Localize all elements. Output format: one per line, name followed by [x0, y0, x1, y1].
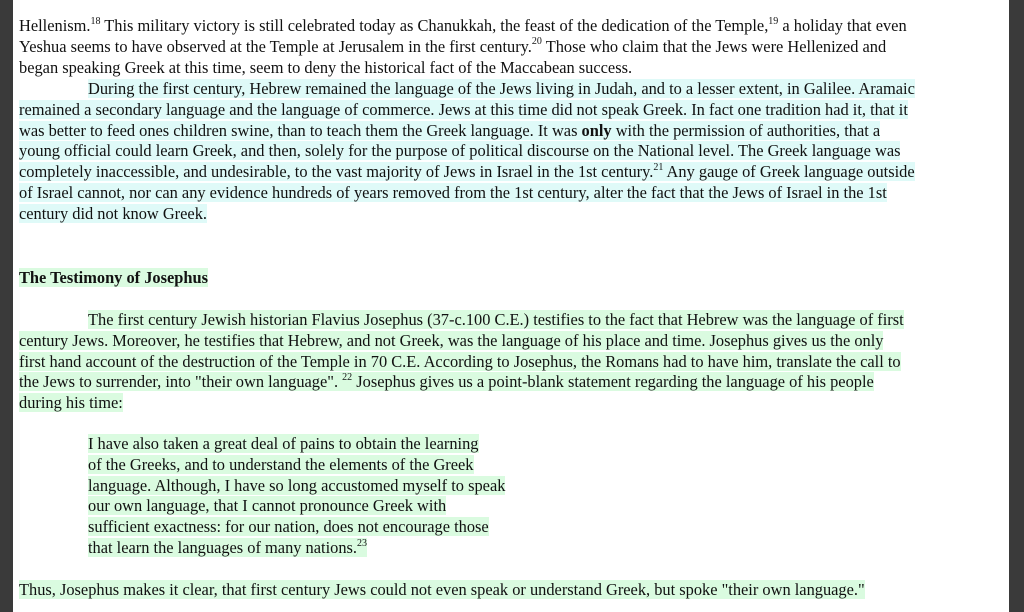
text-line [19, 393, 1005, 414]
highlighted-text: of Israel cannot, nor can any evidence hundreds of years removed from the 1st century, alter the fact that the Jews of Israel in the 1st [19, 182, 887, 202]
footnote-ref-23[interactable]: 23 [357, 537, 367, 549]
highlighted-text: century Jews. Moreover, he testifies that Hebrew, and not Greek, was the language of his place and time. Josephus gives us the only [19, 330, 884, 350]
highlighted-text: language. Although, I have so long accustomed myself to speak [88, 475, 506, 495]
highlighted-text [19, 372, 874, 391]
text-span: Yeshua seems to have observed at the Temple at Jerusalem in the first century. [19, 36, 532, 56]
highlighted-text: I have also taken a great deal of pains to obtain the learning [88, 434, 479, 453]
highlighted-text: of the Greeks, and to understand the elements of the Greek [88, 454, 474, 474]
highlighted-text: Thus, Josephus makes it clear, that first century Jews could not even speak or understand Greek, but spoke "their own language." [19, 580, 865, 599]
text-line [19, 100, 1005, 121]
block-quote [88, 434, 558, 559]
highlighted-text: sufficient exactness: for our nation, does not encourage those [88, 517, 489, 537]
footnote-ref-20[interactable]: 20 [531, 36, 542, 48]
text-line [19, 580, 1005, 601]
text-span: Those who claim that the Jews were Hellenized and [541, 36, 887, 56]
text-line [19, 310, 1005, 331]
text-span: with the permission of authorities, that a [611, 120, 881, 140]
highlighted-text: During the first century, Hebrew remained the language of the Jews living in Judah, and to a lesser extent, in Galilee. Aramaic [88, 79, 915, 98]
text-line [19, 183, 1005, 204]
text-span: Hellenism. [19, 16, 91, 35]
text-line [88, 476, 558, 497]
text-span: was better to feed ones children swine, than to teach them the Greek language. It was [19, 120, 582, 140]
text-span: the Jews to surrender, into "their own language". [19, 372, 343, 392]
text-line [19, 268, 1005, 289]
footnote-ref-21[interactable]: 21 [653, 161, 664, 173]
text-line [88, 455, 558, 476]
footnote-ref-19[interactable]: 19 [768, 15, 779, 27]
highlighted-text [88, 538, 367, 557]
text-line [19, 79, 1005, 100]
highlighted-text: century did not know Greek. [19, 203, 207, 223]
highlighted-text [19, 121, 880, 140]
footnote-ref-18[interactable]: 18 [90, 15, 101, 27]
text-span: This military victory is still celebrated today as Chanukkah, the feast of the dedication of the Temple, [100, 16, 769, 35]
highlighted-text: The first century Jewish historian Flavius Josephus (37-c.100 C.E.) testifies to the fact that Hebrew was the language of first [88, 310, 904, 329]
paragraph-hellenism [19, 16, 1005, 78]
text-line: began speaking Greek at this time, seem to deny the historical fact of the Maccabean success. [19, 57, 633, 77]
text-line [88, 434, 558, 455]
text-line [19, 352, 1005, 373]
footnote-ref-22[interactable]: 22 [342, 371, 353, 383]
text-span: Any gauge of Greek language outside [663, 162, 915, 182]
highlighted-text: remained a secondary language and the language of commerce. Jews at this time did not speak Greek. In fact one tradition had it, that it [19, 99, 908, 119]
section-heading [19, 268, 1005, 289]
emphasis-only: only [581, 120, 612, 140]
text-span: Josephus gives us a point-blank statement regarding the language of his people [352, 372, 874, 392]
heading-text: The Testimony of Josephus [19, 268, 208, 287]
highlighted-text: first hand account of the destruction of the Temple in 70 C.E. According to Josephus, the Romans had to have him, translate the call to [19, 351, 901, 371]
text-span: completely inaccessible, and undesirable, to the vast majority of Jews in Israel in the 1st century. [19, 162, 654, 182]
text-line [19, 16, 1005, 37]
text-span: that learn the languages of many nations. [88, 537, 357, 557]
highlighted-text: young official could learn Greek, and then, solely for the purpose of political discourse on the National level. The Greek language was [19, 141, 901, 161]
text-line [19, 141, 1005, 162]
text-line [19, 372, 1005, 393]
text-line [19, 331, 1005, 352]
text-line [19, 204, 1005, 225]
paragraph-conclusion [19, 580, 1005, 601]
highlighted-text: our own language, that I cannot pronounce Greek with [88, 496, 447, 516]
text-line [88, 517, 558, 538]
highlighted-text [19, 162, 915, 181]
text-line [88, 538, 558, 559]
text-line [19, 162, 1005, 183]
paragraph-josephus [19, 310, 1005, 414]
highlighted-text: during his time: [19, 393, 123, 413]
text-line [88, 496, 558, 517]
text-line [19, 121, 1005, 142]
document-page [13, 0, 1009, 612]
text-span: a holiday that even [778, 16, 907, 35]
paragraph-first-century [19, 79, 1005, 225]
text-line [19, 37, 1005, 58]
